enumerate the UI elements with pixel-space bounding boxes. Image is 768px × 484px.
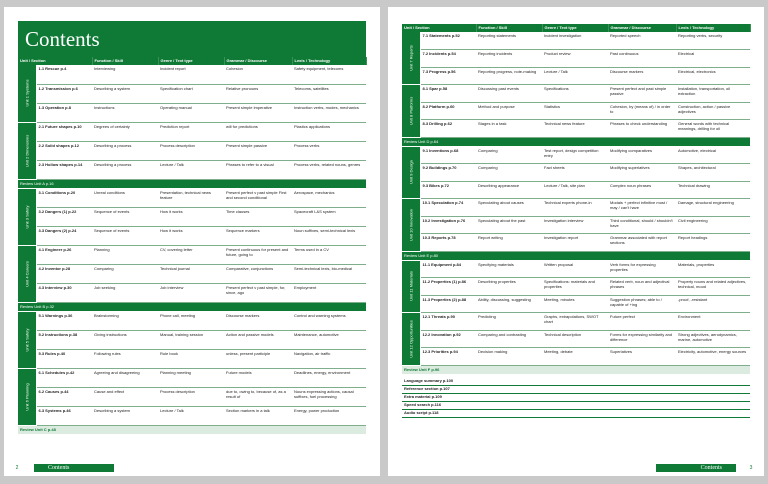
genre-cell: Operating manual	[158, 103, 224, 122]
grammar-cell: Cohesion, by (means of) / in order to	[608, 102, 676, 120]
grammar-cell: Phrases to check understanding	[608, 120, 676, 138]
header-grammar: Grammar / Discourse	[608, 24, 676, 32]
grammar-cell: Future perfect	[608, 313, 676, 331]
lexis-cell: Damage, structural engineering	[676, 199, 750, 217]
lexis-cell: Plastics applications	[292, 122, 366, 141]
unit-label-text: Unit 7 Reports	[408, 45, 414, 71]
genre-cell: Technical journal	[158, 264, 224, 283]
extra-sections	[402, 378, 750, 418]
function-cell: Speculating about the past	[476, 216, 542, 234]
review-row	[18, 179, 366, 188]
unit-label-text: Unit 6 Planning	[24, 382, 30, 411]
extra-extra-material: Extra material p.109	[402, 394, 750, 402]
grammar-cell: Modifying superlatives	[608, 164, 676, 182]
genre-cell: Statistics	[542, 102, 608, 120]
table-row	[18, 160, 366, 179]
lexis-cell: Process verbs	[292, 141, 366, 160]
lesson-cell: 4.2 Inventor p.28	[36, 264, 92, 283]
function-cell: Describing a process	[92, 160, 158, 179]
function-cell: Reporting progress, note-making	[476, 67, 542, 85]
grammar-cell: Comparative, conjunctions	[224, 264, 292, 283]
function-cell: Predicting	[476, 313, 542, 331]
genre-cell: Meeting, debate	[542, 348, 608, 366]
grammar-cell: Forms for expressing similarity and difference	[608, 330, 676, 348]
grammar-cell: Third conditional, should / shouldn't have	[608, 216, 676, 234]
review-row	[18, 302, 366, 311]
table-row	[18, 245, 366, 264]
genre-cell: Manual, training session	[158, 330, 224, 349]
lesson-cell: 9.3 Bikes p.72	[420, 181, 476, 199]
lesson-cell: 5.2 Instructions p.38	[36, 330, 92, 349]
function-cell: Describing a process	[92, 141, 158, 160]
lexis-cell: Control and warning systems	[292, 311, 366, 330]
lesson-cell: 12.1 Threats p.90	[420, 313, 476, 331]
extra-reference-section: Reference section p.107	[402, 386, 750, 394]
lesson-cell: 12.2 Innovation p.92	[420, 330, 476, 348]
unit-label-text: Unit 1 Systems	[24, 79, 30, 107]
page-title: Contents	[18, 21, 366, 57]
lexis-cell: Technical drawing	[676, 181, 750, 199]
grammar-cell: Suggestion phrases; able to / capable of +ing	[608, 295, 676, 313]
header-function: Function / Skill	[476, 24, 542, 32]
table-row	[402, 313, 750, 331]
table-row	[402, 199, 750, 217]
function-cell: Degrees of certainty	[92, 122, 158, 141]
function-cell: Brainstorming	[92, 311, 158, 330]
grammar-cell: Modals + perfect infinitive must / may / can't have	[608, 199, 676, 217]
genre-cell: Lecture / Talk	[542, 67, 608, 85]
grammar-cell: Action and passive models	[224, 330, 292, 349]
review-label: Review Unit F p.96	[402, 365, 750, 374]
review-label: Review Unit B p.32	[18, 302, 366, 311]
extra-language-summary: Language summary p.100	[402, 378, 750, 386]
table-row	[18, 226, 366, 245]
function-cell: Unreal conditions	[92, 188, 158, 207]
function-cell: Discussing past events	[476, 85, 542, 103]
lesson-cell: 6.3 Systems p.46	[36, 406, 92, 425]
grammar-cell: Complex noun phrases	[608, 181, 676, 199]
function-cell: Describing appearance	[476, 181, 542, 199]
function-cell: Comparing	[476, 164, 542, 182]
lesson-cell: 7.3 Progress p.56	[420, 67, 476, 85]
table-row	[18, 65, 366, 84]
table-row	[18, 141, 366, 160]
review-row	[402, 137, 750, 146]
genre-cell: Investigation interview	[542, 216, 608, 234]
unit-label-text: Unit 11 Materials	[408, 271, 414, 302]
lexis-cell: Reporting verbs, security	[676, 32, 750, 50]
grammar-cell: Grammar associated with report sections	[608, 234, 676, 252]
lexis-cell: Employment	[292, 283, 366, 302]
grammar-cell: Relative pronouns	[224, 84, 292, 103]
lexis-cell: Instruction verbs, modes, mechanics	[292, 103, 366, 122]
table-header	[18, 57, 366, 65]
grammar-cell: Related verb, noun and adjectival phrases	[608, 278, 676, 296]
function-cell: Sequence of events	[92, 226, 158, 245]
grammar-cell: Present continuous for present and future, going to	[224, 245, 292, 264]
table-row	[402, 348, 750, 366]
lesson-cell: 10.3 Reports p.78	[420, 234, 476, 252]
lesson-cell: 12.3 Priorities p.94	[420, 348, 476, 366]
lexis-cell: Materials, properties	[676, 260, 750, 278]
unit-label	[18, 188, 36, 245]
function-cell: Ability, discussing, suggesting	[476, 295, 542, 313]
function-cell: Specifying materials	[476, 260, 542, 278]
function-cell: Sequence of events	[92, 207, 158, 226]
unit-label	[18, 311, 36, 368]
genre-cell: Process description	[158, 141, 224, 160]
genre-cell: Test report, design competition entry	[542, 146, 608, 164]
function-cell: Method and purpose	[476, 102, 542, 120]
lesson-cell: 5.1 Warnings p.36	[36, 311, 92, 330]
table-row	[402, 102, 750, 120]
review-row	[402, 251, 750, 260]
lesson-cell: 7.1 Statements p.52	[420, 32, 476, 50]
function-cell: Job seeking	[92, 283, 158, 302]
table-row	[18, 207, 366, 226]
function-cell: Comparing and contrasting	[476, 330, 542, 348]
lexis-cell: Safety equipment, telecoms	[292, 65, 366, 84]
lexis-cell: Deadlines, energy, environment	[292, 368, 366, 387]
genre-cell: How it works	[158, 207, 224, 226]
header-lexis: Lexis / Technology	[676, 24, 750, 32]
genre-cell: Technical news feature	[542, 120, 608, 138]
genre-cell: Technical experts phone-in	[542, 199, 608, 217]
lesson-cell: 2.2 Solid shapes p.12	[36, 141, 92, 160]
lesson-cell: 6.2 Causes p.44	[36, 387, 92, 406]
grammar-cell: Present simple passive	[224, 141, 292, 160]
lesson-cell: 2.3 Hollow shapes p.14	[36, 160, 92, 179]
lesson-cell: 3.3 Dangers (2) p.24	[36, 226, 92, 245]
lexis-cell: Electrical	[676, 50, 750, 68]
lexis-cell: General words with technical meanings, drilling for oil	[676, 120, 750, 138]
function-cell: Stages in a task	[476, 120, 542, 138]
header-unit: Unit / Section	[18, 57, 92, 65]
lexis-cell: Process verbs, related nouns, genres	[292, 160, 366, 179]
function-cell: Speculating about causes	[476, 199, 542, 217]
lesson-cell: 1.1 Rescue p.4	[36, 65, 92, 84]
genre-cell: Phone call, meeting	[158, 311, 224, 330]
genre-cell: CV, covering letter	[158, 245, 224, 264]
table-row	[402, 216, 750, 234]
lexis-cell: Construction, action / passive adjectives	[676, 102, 750, 120]
table-row	[18, 84, 366, 103]
extra-audio-script: Audio script p.118	[402, 410, 750, 418]
function-cell: Decision making	[476, 348, 542, 366]
function-cell: Comparing	[92, 264, 158, 283]
genre-cell: Fact sheets	[542, 164, 608, 182]
unit-label-text: Unit 9 Design	[408, 160, 414, 185]
table-row	[18, 387, 366, 406]
lexis-cell: Electrical, electronics	[676, 67, 750, 85]
grammar-cell: Discourse markers	[608, 67, 676, 85]
grammar-cell: Present perfect and past simple passive	[608, 85, 676, 103]
header-genre: Genre / Text type	[158, 57, 224, 65]
lexis-cell: Automotive, electrical	[676, 146, 750, 164]
table-row	[402, 164, 750, 182]
unit-label	[402, 313, 420, 366]
lesson-cell: 9.2 Buildings p.70	[420, 164, 476, 182]
genre-cell: Process description	[158, 387, 224, 406]
lesson-cell: 1.2 Transmission p.6	[36, 84, 92, 103]
genre-cell: Specification chart	[158, 84, 224, 103]
grammar-cell: Cohesion	[224, 65, 292, 84]
function-cell: Describing properties	[476, 278, 542, 296]
grammar-cell: Reported speech	[608, 32, 676, 50]
lesson-cell: 10.1 Speculation p.74	[420, 199, 476, 217]
grammar-cell: Past continuous	[608, 50, 676, 68]
unit-label-text: Unit 3 Safety	[24, 205, 30, 228]
table-row	[18, 103, 366, 122]
genre-cell: Lecture / Talk, site plan	[542, 181, 608, 199]
lexis-cell: Maintenance, automotive	[292, 330, 366, 349]
lesson-cell: 8.1 Spar p.58	[420, 85, 476, 103]
header-unit: Unit / Section	[402, 24, 476, 32]
grammar-cell: due to, owing to, because of, as a result of	[224, 387, 292, 406]
left-page	[4, 7, 380, 476]
genre-cell: Prediction report	[158, 122, 224, 141]
table-row	[18, 283, 366, 302]
grammar-cell: Future models	[224, 368, 292, 387]
table-row	[402, 85, 750, 103]
table-row	[18, 406, 366, 425]
unit-label-text: Unit 4 Careers	[24, 260, 30, 287]
header-function: Function / Skill	[92, 57, 158, 65]
lexis-cell: Electricity, automotive, energy sources	[676, 348, 750, 366]
function-cell: Comparing	[476, 146, 542, 164]
grammar-cell: Present perfect v past simple First and second conditional	[224, 188, 292, 207]
function-cell: Giving instructions	[92, 330, 158, 349]
grammar-cell: Present simple imperative	[224, 103, 292, 122]
lexis-cell: -proof, -resistant	[676, 295, 750, 313]
genre-cell: How it works	[158, 226, 224, 245]
unit-label	[18, 65, 36, 122]
unit-label-text: Unit 5 Safety	[24, 328, 30, 351]
grammar-cell: Sequence markers	[224, 226, 292, 245]
footer-label-left: Contents	[34, 464, 114, 472]
lexis-cell: Property nouns and related adjectives, technical, mood	[676, 278, 750, 296]
genre-cell: Rule book	[158, 349, 224, 368]
lesson-cell: 6.1 Schedules p.42	[36, 368, 92, 387]
table-row	[18, 349, 366, 368]
lesson-cell: 9.1 Inventions p.68	[420, 146, 476, 164]
genre-cell: Product review	[542, 50, 608, 68]
lexis-cell: Civil engineering	[676, 216, 750, 234]
table-header	[402, 24, 750, 32]
lexis-cell: Semi-technical lexis, bio-medical	[292, 264, 366, 283]
unit-label-text: Unit 8 Platforms	[408, 96, 414, 125]
unit-label	[402, 85, 420, 138]
unit-label	[402, 199, 420, 252]
table-row	[18, 311, 366, 330]
table-row	[18, 330, 366, 349]
grammar-cell: Section markers in a talk	[224, 406, 292, 425]
grammar-cell: Time clauses	[224, 207, 292, 226]
lesson-cell: 11.2 Properties (1) p.86	[420, 278, 476, 296]
review-label: Review Unit E p.80	[402, 251, 750, 260]
table-row	[402, 67, 750, 85]
genre-cell: Written proposal	[542, 260, 608, 278]
lexis-cell: Noun suffixes, semi-technical lexis	[292, 226, 366, 245]
lesson-cell: 3.1 Conditions p.20	[36, 188, 92, 207]
lesson-cell: 5.3 Rules p.40	[36, 349, 92, 368]
lexis-cell: Strong adjectives, aerodynamics, marine, automotive	[676, 330, 750, 348]
lexis-cell: Shapes, architectural	[676, 164, 750, 182]
lexis-cell: Terms used in a CV	[292, 245, 366, 264]
table-row	[402, 120, 750, 138]
table-row	[402, 330, 750, 348]
lesson-cell: 8.3 Drilling p.62	[420, 120, 476, 138]
grammar-cell: unless, present participle	[224, 349, 292, 368]
extra-speed-search: Speed search p.116	[402, 402, 750, 410]
genre-cell: Presentation, technical news feature	[158, 188, 224, 207]
grammar-cell: Present perfect v past simple, for, since, ago	[224, 283, 292, 302]
function-cell: Cause and effect	[92, 387, 158, 406]
lesson-cell: 8.2 Platform p.60	[420, 102, 476, 120]
unit-label	[402, 260, 420, 313]
genre-cell: Specifications	[542, 85, 608, 103]
review-label: Review Unit A p.16	[18, 179, 366, 188]
grammar-cell: Modifying comparatives	[608, 146, 676, 164]
lexis-cell: Report headings	[676, 234, 750, 252]
lexis-cell: Installation, transportation, oil extraction	[676, 85, 750, 103]
review-label: Review Unit C p.48	[18, 425, 366, 434]
table-row	[18, 122, 366, 141]
lexis-cell: Nouns expressing actions, causal suffixes, fuel processing	[292, 387, 366, 406]
contents-table-right	[402, 24, 751, 375]
table-row	[18, 188, 366, 207]
footer-label-right: Contents	[656, 464, 736, 472]
grammar-cell: will for predictions	[224, 122, 292, 141]
page-number-left: 2	[15, 465, 19, 471]
lesson-cell: 3.2 Dangers (1) p.22	[36, 207, 92, 226]
function-cell: Following rules	[92, 349, 158, 368]
function-cell: Planning	[92, 245, 158, 264]
function-cell: Describing a system	[92, 84, 158, 103]
contents-table-left	[18, 57, 367, 435]
genre-cell: Meeting, minutes	[542, 295, 608, 313]
genre-cell: Lecture / Talk	[158, 160, 224, 179]
lexis-cell: Environment	[676, 313, 750, 331]
grammar-cell: Verb forms for expressing properties	[608, 260, 676, 278]
table-row	[402, 234, 750, 252]
lexis-cell: Telecoms, satellites	[292, 84, 366, 103]
genre-cell: Job interview	[158, 283, 224, 302]
grammar-cell: Phrases to refer to a visual	[224, 160, 292, 179]
grammar-cell: Discourse markers	[224, 311, 292, 330]
lexis-cell: Energy, power production	[292, 406, 366, 425]
function-cell: Describing a system	[92, 406, 158, 425]
unit-label-text: Unit 2 Dimensions	[24, 134, 30, 167]
function-cell: Reporting statements	[476, 32, 542, 50]
lesson-cell: 11.3 Properties (2) p.88	[420, 295, 476, 313]
unit-label	[18, 122, 36, 179]
lesson-cell: 7.2 Incidents p.54	[420, 50, 476, 68]
table-row	[18, 264, 366, 283]
lexis-cell: Navigation, air traffic	[292, 349, 366, 368]
lesson-cell: 11.1 Equipment p.84	[420, 260, 476, 278]
lesson-cell: 4.3 Interview p.30	[36, 283, 92, 302]
genre-cell: Graphs, extrapolations, SWOT chart	[542, 313, 608, 331]
lesson-cell: 1.3 Operation p.8	[36, 103, 92, 122]
review-row	[402, 365, 750, 374]
review-row	[18, 425, 366, 434]
table-row	[402, 295, 750, 313]
genre-cell: Incident report	[158, 65, 224, 84]
genre-cell: Lecture / Talk	[158, 406, 224, 425]
function-cell: Agreeing and disagreeing	[92, 368, 158, 387]
header-genre: Genre / Text type	[542, 24, 608, 32]
header-grammar: Grammar / Discourse	[224, 57, 292, 65]
table-row	[402, 146, 750, 164]
function-cell: Reporting incidents	[476, 50, 542, 68]
unit-label	[402, 146, 420, 199]
lexis-cell: Aerospace, mechanics	[292, 188, 366, 207]
unit-label	[18, 368, 36, 425]
page-number-right: 3	[749, 465, 753, 471]
genre-cell: Planning meeting	[158, 368, 224, 387]
function-cell: Instructions	[92, 103, 158, 122]
genre-cell: Specifications: materials and properties	[542, 278, 608, 296]
genre-cell: Investigation report	[542, 234, 608, 252]
header-lexis: Lexis / Technology	[292, 57, 366, 65]
lexis-cell: Spacecraft L&S system	[292, 207, 366, 226]
right-page	[388, 7, 764, 476]
genre-cell: Technical description	[542, 330, 608, 348]
unit-label	[402, 32, 420, 85]
table-row	[18, 368, 366, 387]
review-label: Review Unit D p.64	[402, 137, 750, 146]
function-cell: Interviewing	[92, 65, 158, 84]
lesson-cell: 4.1 Engineer p.26	[36, 245, 92, 264]
lesson-cell: 10.2 Investigation p.76	[420, 216, 476, 234]
table-row	[402, 32, 750, 50]
grammar-cell: Superlatives	[608, 348, 676, 366]
function-cell: Report writing	[476, 234, 542, 252]
table-row	[402, 278, 750, 296]
unit-label-text: Unit 12 Opportunities	[408, 319, 414, 358]
genre-cell: Incident investigation	[542, 32, 608, 50]
table-row	[402, 260, 750, 278]
lesson-cell: 2.1 Future shapes p.10	[36, 122, 92, 141]
table-row	[402, 50, 750, 68]
table-row	[402, 181, 750, 199]
unit-label-text: Unit 10 Innovation	[408, 208, 414, 241]
unit-label	[18, 245, 36, 302]
